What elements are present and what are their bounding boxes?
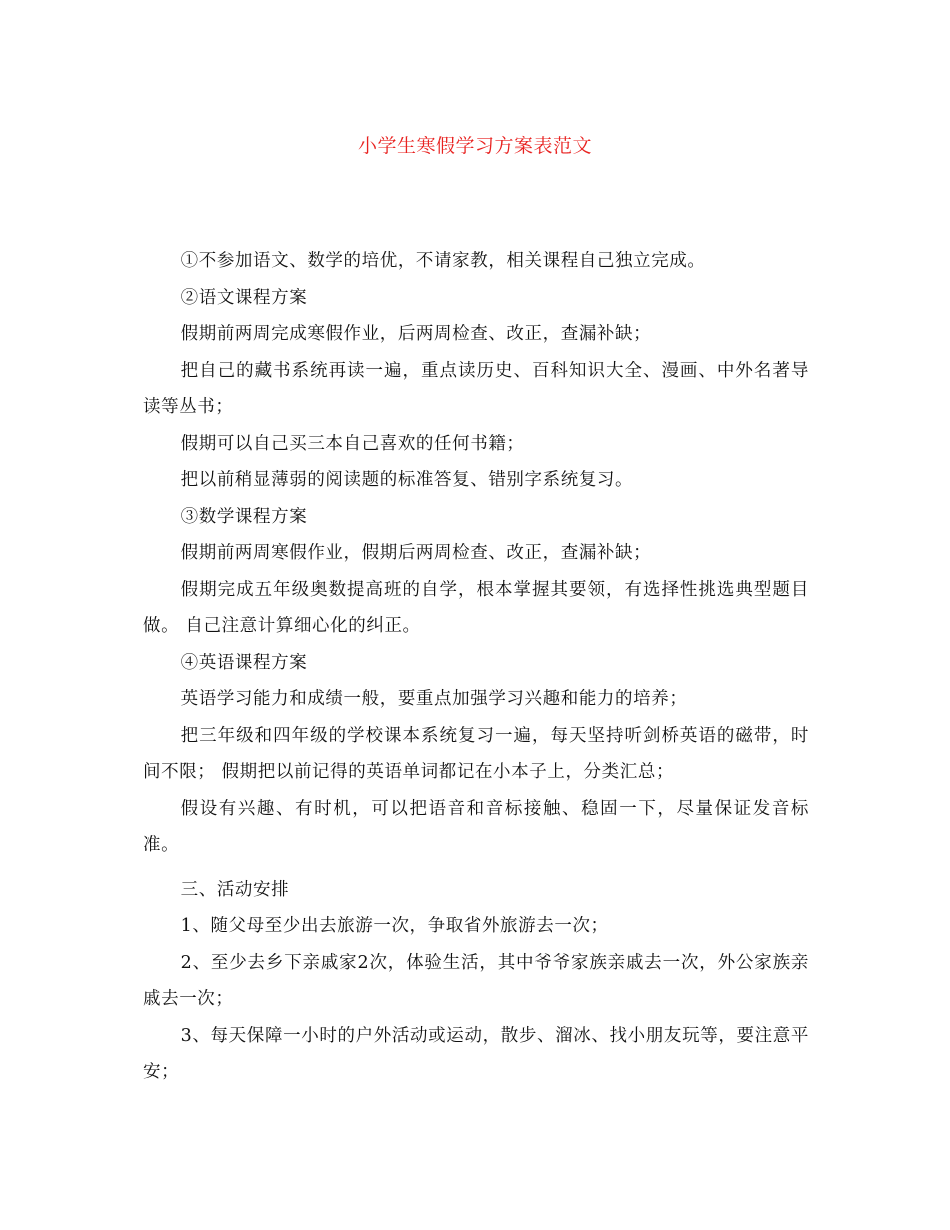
paragraph-math-homework: 假期前两周寒假作业，假期后两周检查、改正，查漏补缺； [180, 543, 652, 563]
paragraph-math-olympiad: 假期完成五年级奥数提高班的自学，根本掌握其要领，有选择性挑选典型题目做。 自己注意计算细心化的纠正。 [143, 579, 809, 636]
paragraph-english-phonetics: 假设有兴趣、有时机，可以把语音和音标接触、稳固一下，尽量保证发音标准。 [143, 798, 809, 855]
paragraph-no-tutoring: ①不参加语文、数学的培优，不请家教，相关课程自己独立完成。 [180, 251, 706, 271]
activity-item-travel: 1、随父母至少出去旅游一次，争取省外旅游去一次； [180, 916, 609, 936]
heading-chinese-plan: ②语文课程方案 [180, 287, 308, 308]
heading-activities: 三、活动安排 [180, 879, 290, 900]
activity-item-outdoor: 3、每天保障一小时的户外活动或运动，散步、溜冰、找小朋友玩等，要注意平安； [143, 1025, 809, 1082]
activity-item-relatives: 2、至少去乡下亲戚家2次，体验生活，其中爷爷家族亲戚去一次，外公家族亲戚去一次； [143, 952, 809, 1009]
paragraph-chinese-reading: 把自己的藏书系统再读一遍，重点读历史、百科知识大全、漫画、中外名著导读等丛书； [143, 360, 809, 417]
document-title: 小学生寒假学习方案表范文 [357, 135, 592, 157]
document-body [143, 243, 809, 1091]
paragraph-chinese-books: 假期可以自己买三本自己喜欢的任何书籍； [180, 433, 525, 454]
paragraph-chinese-homework: 假期前两周完成寒假作业，后两周检查、改正，查漏补缺； [180, 324, 652, 344]
paragraph-english-interest: 英语学习能力和成绩一般，要重点加强学习兴趣和能力的培养； [180, 689, 688, 709]
heading-english-plan: ④英语课程方案 [180, 652, 308, 673]
paragraph-chinese-review: 把以前稍显薄弱的阅读题的标准答复、错别字系统复习。 [180, 470, 634, 490]
heading-math-plan: ③数学课程方案 [180, 506, 308, 527]
paragraph-english-review: 把三年级和四年级的学校课本系统复习一遍，每天坚持听剑桥英语的磁带，时间不限； 假期把以前记得的英语单词都记在小本子上，分类汇总； [143, 725, 809, 782]
